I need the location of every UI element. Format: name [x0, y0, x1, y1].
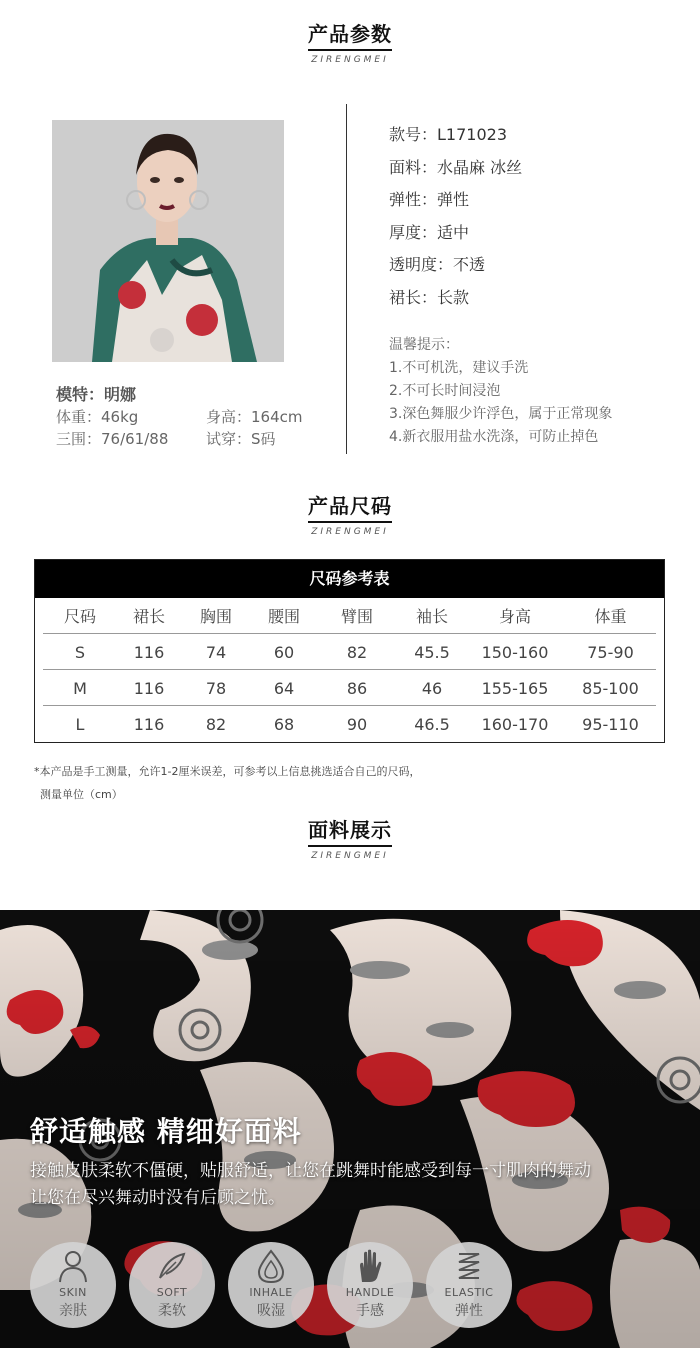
- size-cell: 74: [205, 643, 227, 662]
- size-cell: 46: [421, 679, 443, 698]
- size-cell: 116: [133, 643, 165, 662]
- size-cell: 86: [346, 679, 368, 698]
- product-params: [389, 122, 679, 317]
- water-drop-icon: [253, 1248, 289, 1284]
- size-cell: S: [74, 643, 86, 662]
- feature-soft: SOFT 柔软: [129, 1242, 215, 1328]
- header-cell: 臂围: [340, 607, 373, 626]
- feature-handle: HANDLE 手感: [327, 1242, 413, 1328]
- hand-icon: [352, 1248, 388, 1284]
- size-cell: 90: [346, 715, 368, 734]
- size-cell: 95-110: [582, 715, 639, 734]
- tip-item: 2.不可长时间浸泡: [389, 383, 501, 399]
- fabric-description: 接触皮肤柔软不僵硬，贴服舒适，让您在跳舞时能感受到每一寸肌肉的舞动 让您在尽兴舞动时没有后顾之忧。: [30, 1161, 591, 1208]
- measurement-note: *本产品是手工测量，允许1-2厘米误差，可参考以上信息挑选适合自己的尺码， 测量单位（cm）: [34, 765, 421, 801]
- size-cell: 75-90: [587, 643, 634, 662]
- model-trial-size: 试穿：S码: [206, 430, 276, 448]
- feature-skin: SKIN 亲肤: [30, 1242, 116, 1328]
- size-cell: 116: [133, 715, 165, 734]
- tip-item: 3.深色舞服少许浮色，属于正常现象: [389, 406, 613, 422]
- size-cell: 155-165: [481, 679, 549, 698]
- size-cell: 160-170: [481, 715, 549, 734]
- person-icon: [55, 1248, 91, 1284]
- spring-icon: [451, 1248, 487, 1284]
- feather-icon: [154, 1248, 190, 1284]
- size-cell: 82: [205, 715, 227, 734]
- size-cell: 82: [346, 643, 368, 662]
- section-title-params: 产品参数 ZIRENGMEI: [308, 22, 392, 65]
- size-cell: 116: [133, 679, 165, 698]
- fabric-features: [30, 1242, 530, 1332]
- model-measurements: 三围：76/61/88: [56, 430, 169, 448]
- header-cell: 身高: [498, 607, 531, 626]
- vertical-divider: [346, 104, 347, 454]
- header-cell: 腰围: [267, 607, 300, 626]
- size-cell: 60: [273, 643, 295, 662]
- size-table-header-row: [43, 598, 656, 634]
- tip-item: 4.新衣服用盐水洗涤，可防止掉色: [389, 429, 599, 445]
- header-cell: 裙长: [132, 607, 165, 626]
- fabric-headline: 舒适触感 精细好面料: [30, 1115, 302, 1148]
- header-cell: 袖长: [415, 607, 448, 626]
- size-table-title: 尺码参考表: [35, 560, 664, 598]
- size-cell: L: [75, 715, 85, 734]
- tip-item: 1.不可机洗，建议手洗: [389, 360, 529, 376]
- model-info: [56, 384, 346, 450]
- size-cell: 68: [273, 715, 295, 734]
- model-weight: 体重：46kg: [56, 408, 139, 426]
- param-transparency: 透明度：不透: [389, 255, 486, 274]
- size-cell: 46.5: [414, 715, 450, 734]
- model-name: 模特：明娜: [56, 385, 137, 404]
- size-cell: 78: [205, 679, 227, 698]
- model-photo: [52, 120, 284, 362]
- param-skirt-length: 裙长：长款: [389, 287, 470, 307]
- header-cell: 胸围: [199, 607, 232, 626]
- table-row: [43, 670, 656, 706]
- size-cell: 45.5: [414, 643, 450, 662]
- size-cell: 150-160: [481, 643, 549, 662]
- size-cell: M: [73, 679, 87, 698]
- size-table: [34, 559, 665, 743]
- feature-inhale: INHALE 吸湿: [228, 1242, 314, 1328]
- size-cell: 64: [273, 679, 295, 698]
- table-row: [43, 634, 656, 670]
- param-fabric: 面料：水晶麻 冰丝: [389, 157, 523, 177]
- model-height: 身高：164cm: [206, 408, 303, 426]
- tips-heading: 温馨提示：: [389, 337, 459, 353]
- param-elasticity: 弹性：弹性: [389, 190, 470, 209]
- section-title-fabric: 面料展示 ZIRENGMEI: [308, 818, 392, 861]
- param-thickness: 厚度：适中: [389, 222, 470, 242]
- header-cell: 尺码: [63, 607, 96, 626]
- table-row: [43, 706, 656, 742]
- size-cell: 85-100: [582, 679, 639, 698]
- param-style-no: 款号：L171023: [389, 125, 507, 144]
- section-title-size: 产品尺码 ZIRENGMEI: [308, 494, 392, 537]
- feature-elastic: ELASTIC 弹性: [426, 1242, 512, 1328]
- care-tips: [389, 334, 689, 449]
- header-cell: 体重: [594, 607, 627, 626]
